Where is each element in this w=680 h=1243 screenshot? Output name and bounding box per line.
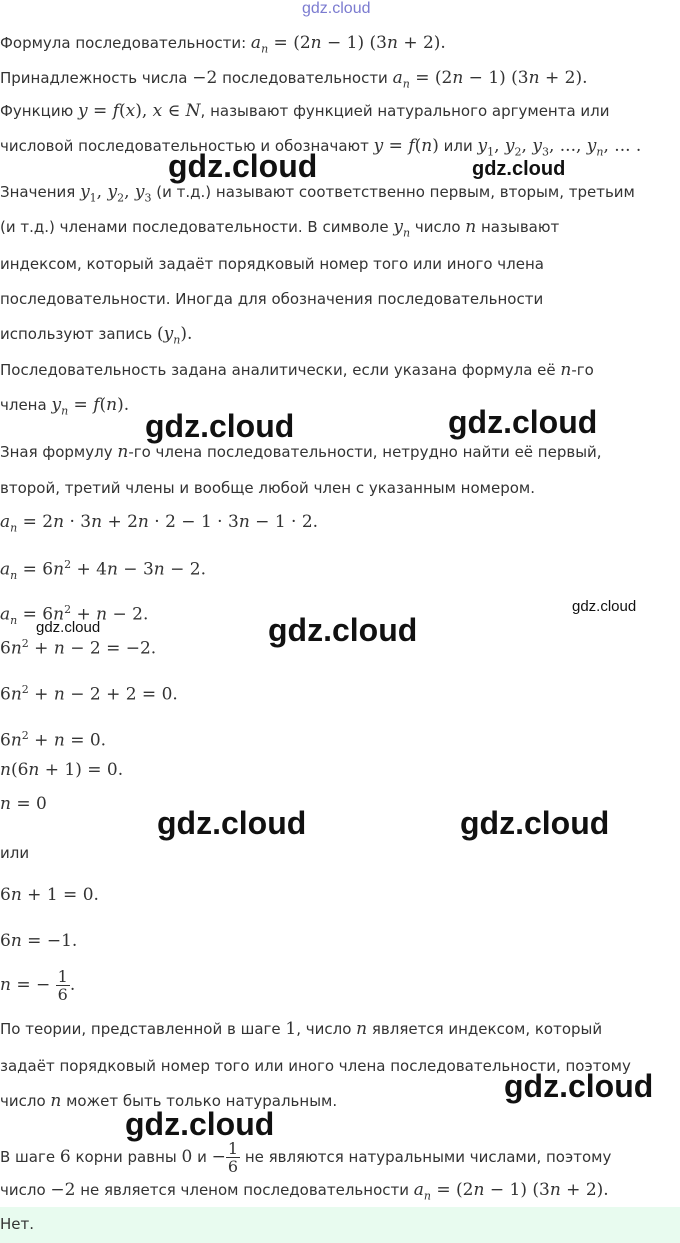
equation: $a_n = 6n^2 + 4n - 3n - 2$. bbox=[0, 558, 206, 583]
watermark: gdz.cloud bbox=[145, 408, 295, 444]
conclusion-line: число −2 не является членом последовательности $a_n = (2n - 1) (3n + 2)$. bbox=[0, 1180, 609, 1203]
watermark: gdz.cloud bbox=[472, 158, 566, 180]
membership-question: Принадлежность числа −2 последовательности $a_n = (2n - 1) (3n + 2)$. bbox=[0, 68, 588, 91]
theory-line: Зная формулу n-го члена последовательности, нетрудно найти её первый, bbox=[0, 442, 602, 462]
conclusion-line: По теории, представленной в шаге 1, число n является индексом, который bbox=[0, 1019, 603, 1039]
conclusion-line: задаёт порядковый номер того или иного члена последовательности, поэтому bbox=[0, 1057, 631, 1075]
watermark: gdz.cloud bbox=[125, 1106, 275, 1142]
theory-line: последовательности. Иногда для обозначения последовательности bbox=[0, 290, 544, 308]
theory-line: второй, третий члены и вообще любой член с указанным номером. bbox=[0, 479, 535, 497]
conclusion-line: число n может быть только натуральным. bbox=[0, 1091, 338, 1111]
watermark: gdz.cloud bbox=[268, 612, 418, 648]
theory-line: Функцию y = f(x), x ∈ N, называют функцией натурального аргумента или bbox=[0, 101, 610, 121]
sequence-formula: Формула последовательности: $a_n = (2n - 1) (3n + 2)$. bbox=[0, 33, 446, 56]
equation: n(6n + 1) = 0. bbox=[0, 760, 124, 780]
answer-text: Нет. bbox=[0, 1215, 35, 1233]
theory-line: числовой последовательностью и обозначают y = f(n) или $y_1$, $y_2$, $y_3$, ..., $y_n$, ... . bbox=[0, 136, 642, 159]
watermark: gdz.cloud bbox=[157, 805, 307, 841]
equation: 6n + 1 = 0. bbox=[0, 885, 99, 905]
watermark: gdz.cloud bbox=[572, 598, 637, 615]
theory-line: (и т.д.) членами последовательности. В символе $y_n$ число n называют bbox=[0, 217, 560, 240]
equation: $6n^2 + n - 2 + 2 = 0$. bbox=[0, 683, 178, 705]
equation: 6n = −1. bbox=[0, 931, 78, 951]
theory-line: Последовательность задана аналитически, если указана формула её n-го bbox=[0, 360, 594, 380]
watermark: gdz.cloud bbox=[448, 404, 598, 440]
theory-line: используют запись $(y_n)$. bbox=[0, 324, 193, 347]
theory-line: члена $y_n = f(n)$. bbox=[0, 395, 130, 418]
equation: n = − $\frac{1}{6}$ . bbox=[0, 967, 76, 1004]
answer-box bbox=[0, 1207, 680, 1243]
watermark: gdz.cloud bbox=[460, 805, 610, 841]
equation: $6n^2 + n = 0$. bbox=[0, 729, 107, 751]
equation: $6n^2 + n - 2 = -2$. bbox=[0, 637, 157, 659]
watermark-top: gdz.cloud bbox=[302, 0, 371, 17]
equation: $a_n = 2n \cdot 3n + 2n \cdot 2 - 1 \cdot 3n - 1 \cdot 2$. bbox=[0, 512, 319, 535]
theory-line: Значения $y_1$, $y_2$, $y_3$ (и т.д.) называют соответственно первым, вторым, третьим bbox=[0, 182, 635, 205]
conclusion-line: В шаге 6 корни равны 0 и − $\frac{1}{6}$ не являются натуральными числами, поэтому bbox=[0, 1139, 612, 1176]
fraction: $\frac{1}{6}$ bbox=[57, 967, 68, 1004]
equation: n = 0 bbox=[0, 794, 47, 814]
fraction: $\frac{1}{6}$ bbox=[227, 1139, 239, 1176]
equation: $a_n = 6n^2 + n - 2$. bbox=[0, 603, 149, 628]
theory-line: индексом, который задаёт порядковый номер того или иного члена bbox=[0, 255, 544, 273]
or-word: или bbox=[0, 844, 30, 862]
watermark: gdz.cloud bbox=[504, 1068, 654, 1104]
watermark: gdz.cloud bbox=[36, 619, 101, 636]
watermark: gdz.cloud bbox=[168, 148, 318, 184]
